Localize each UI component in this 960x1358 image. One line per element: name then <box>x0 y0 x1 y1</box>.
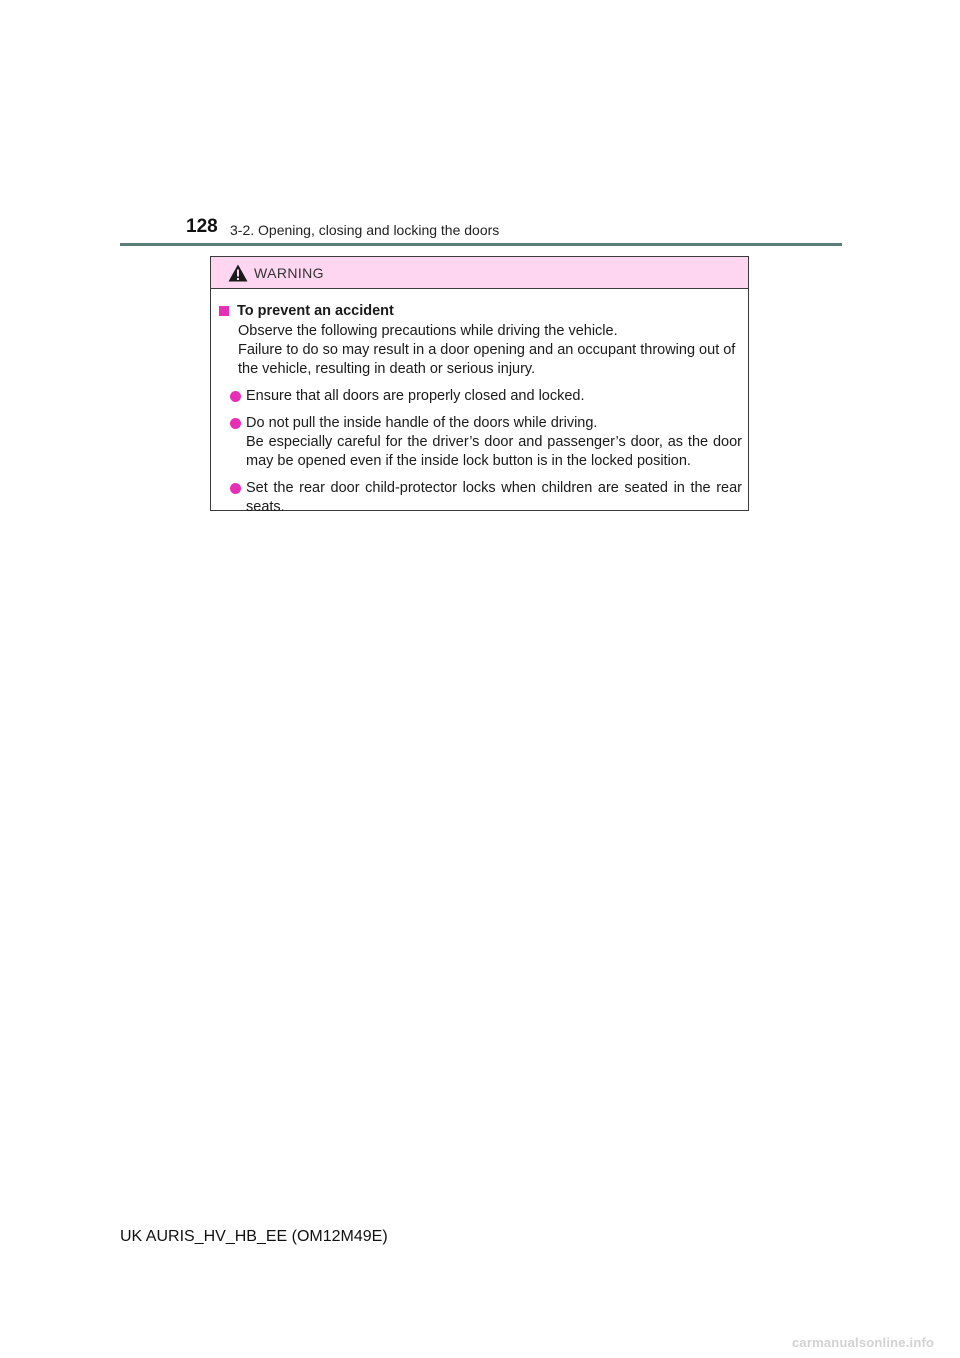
warning-intro <box>238 322 742 379</box>
intro-line: Observe the following precautions while driving the vehicle. <box>238 323 618 339</box>
list-item <box>219 414 742 471</box>
list-item-text <box>246 479 742 517</box>
list-item-text <box>246 387 742 406</box>
round-bullet-icon <box>230 483 241 494</box>
list-item-line: Do not pull the inside handle of the doors while driving. <box>246 415 598 431</box>
manual-code: UK AURIS_HV_HB_EE (OM12M49E) <box>120 1228 388 1245</box>
list-item-line: Set the rear door child-protector locks when children are seated in the rear seats. <box>246 480 742 515</box>
warning-label: WARNING <box>254 265 324 281</box>
warning-header <box>211 257 748 289</box>
page-number: 128 <box>186 216 218 237</box>
header-divider <box>120 243 842 246</box>
warning-topic-text: To prevent an accident <box>237 303 394 319</box>
list-item-text <box>246 414 742 471</box>
round-bullet-icon <box>230 391 241 402</box>
list-item <box>219 387 742 406</box>
round-bullet-icon <box>230 418 241 429</box>
square-bullet-icon <box>219 306 229 316</box>
watermark: carmanualsonline.info <box>792 1335 935 1350</box>
warning-box <box>210 256 749 515</box>
section-title: 3-2. Opening, closing and locking the doors <box>230 222 500 238</box>
warning-topic <box>219 302 742 321</box>
warning-body <box>211 289 748 517</box>
warning-triangle-icon <box>228 264 248 282</box>
precaution-list <box>219 387 742 517</box>
intro-line: Failure to do so may result in a door opening and an occupant throwing out of the vehicle, resulting in death or serious injury. <box>238 342 736 377</box>
list-item-line: Ensure that all doors are properly closed and locked. <box>246 388 585 404</box>
list-item <box>219 479 742 517</box>
list-item-line: Be especially careful for the driver’s door and passenger’s door, as the door may be opened even if the inside lock button is in the locked position. <box>246 434 742 469</box>
